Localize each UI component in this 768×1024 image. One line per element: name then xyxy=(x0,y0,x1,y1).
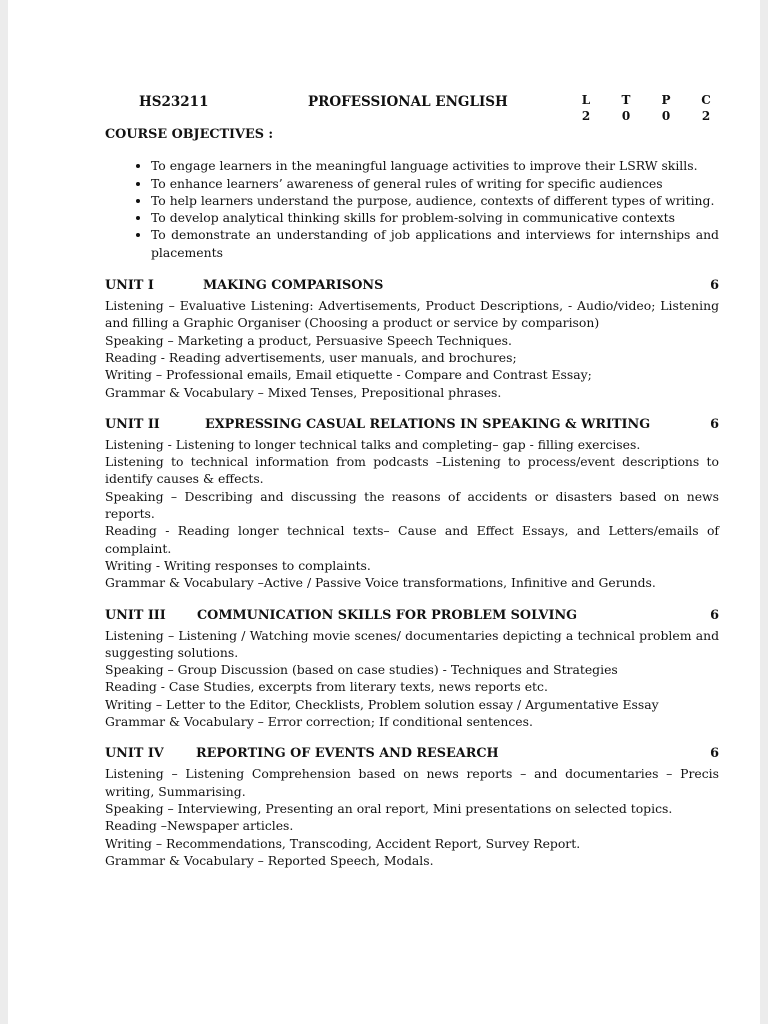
unit-line: Writing – Letter to the Editor, Checklists, Problem solution essay / Argumentative Essay xyxy=(105,696,659,712)
ltpc-value-l: 2 xyxy=(581,109,591,123)
objective-item: • To engage learners in the meaningful language activities to improve their LSRW skills. xyxy=(151,157,719,174)
unit-heading xyxy=(105,607,719,627)
ltpc-label-t: T xyxy=(621,93,631,107)
unit-hours: 6 xyxy=(710,607,719,623)
unit-line: Listening – Listening Comprehension based on news reports – and documentaries – Precis writing, Summarising. xyxy=(105,766,719,799)
unit-number: UNIT I xyxy=(105,278,154,294)
ltpc-value-c: 2 xyxy=(701,109,711,123)
course-header xyxy=(105,94,719,128)
objective-item: • To help learners understand the purpose, audience, contexts of different types of writing. xyxy=(151,192,719,209)
ltpc-value-p: 0 xyxy=(661,109,671,123)
unit-hours: 6 xyxy=(710,746,719,762)
unit-line: Reading - Reading advertisements, user manuals, and brochures; xyxy=(105,349,517,365)
unit-section xyxy=(105,745,719,869)
unit-title: REPORTING OF EVENTS AND RESEARCH xyxy=(196,746,499,762)
objectives-heading: COURSE OBJECTIVES : xyxy=(105,127,274,142)
unit-line: Speaking – Marketing a product, Persuasive Speech Techniques. xyxy=(105,332,512,348)
syllabus-page xyxy=(8,0,760,1024)
unit-title: MAKING COMPARISONS xyxy=(203,278,384,294)
unit-line: Listening – Evaluative Listening: Advertisements, Product Descriptions, - Audio/video; Listening and filling a Graphic Organiser (Choosing a product or service by comparison) xyxy=(105,298,719,331)
unit-line: Reading –Newspaper articles. xyxy=(105,818,294,834)
unit-line: Writing – Recommendations, Transcoding, Accident Report, Survey Report. xyxy=(105,835,581,851)
ltpc-label-c: C xyxy=(701,93,711,107)
unit-number: UNIT IV xyxy=(105,746,164,762)
unit-line: Speaking – Interviewing, Presenting an oral report, Mini presentations on selected topics. xyxy=(105,800,673,816)
unit-line: Reading - Case Studies, excerpts from literary texts, news reports etc. xyxy=(105,679,548,695)
unit-line: Listening to technical information from podcasts –Listening to process/event descriptions to identify causes & effects. xyxy=(105,454,719,487)
unit-line: Writing - Writing responses to complaints. xyxy=(105,557,371,573)
course-code: HS23211 xyxy=(139,94,209,110)
unit-heading xyxy=(105,277,719,297)
unit-line: Grammar & Vocabulary –Active / Passive Voice transformations, Infinitive and Gerunds. xyxy=(105,575,656,591)
unit-line: Listening – Listening / Watching movie scenes/ documentaries depicting a technical problem and suggesting solutions. xyxy=(105,627,719,660)
unit-hours: 6 xyxy=(710,278,719,294)
syllabus-content xyxy=(105,94,719,869)
ltpc-value-t: 0 xyxy=(621,109,631,123)
unit-line: Listening - Listening to longer technical talks and completing– gap - filling exercises. xyxy=(105,436,641,452)
unit-section xyxy=(105,607,719,731)
objective-item: • To enhance learners’ awareness of general rules of writing for specific audiences xyxy=(151,175,719,192)
unit-line: Writing – Professional emails, Email etiquette - Compare and Contrast Essay; xyxy=(105,367,592,383)
unit-line: Speaking – Describing and discussing the reasons of accidents or disasters based on news reports. xyxy=(105,488,719,522)
unit-heading xyxy=(105,745,719,765)
unit-section xyxy=(105,416,719,592)
unit-line: Grammar & Vocabulary – Reported Speech, Modals. xyxy=(105,852,434,868)
objective-item: • To demonstrate an understanding of job applications and interviews for internships and placements xyxy=(151,226,719,261)
objective-item: • To develop analytical thinking skills for problem-solving in communicative contexts xyxy=(151,209,719,226)
unit-heading xyxy=(105,416,719,436)
ltpc-label-l: L xyxy=(581,93,591,107)
ltpc-label-p: P xyxy=(661,93,671,107)
course-title: PROFESSIONAL ENGLISH xyxy=(308,94,508,110)
unit-section xyxy=(105,277,719,401)
unit-number: UNIT II xyxy=(105,416,160,432)
unit-line: Grammar & Vocabulary – Mixed Tenses, Prepositional phrases. xyxy=(105,384,502,400)
unit-line: Grammar & Vocabulary – Error correction; If conditional sentences. xyxy=(105,714,533,730)
unit-hours: 6 xyxy=(710,416,719,432)
unit-title: EXPRESSING CASUAL RELATIONS IN SPEAKING & WRITING xyxy=(205,416,651,432)
unit-number: UNIT III xyxy=(105,607,166,623)
unit-line: Speaking – Group Discussion (based on case studies) - Techniques and Strategies xyxy=(105,662,618,678)
unit-line: Reading - Reading longer technical texts– Cause and Effect Essays, and Letters/emails of complaint. xyxy=(105,523,719,556)
objectives-list xyxy=(105,157,719,261)
unit-title: COMMUNICATION SKILLS FOR PROBLEM SOLVING xyxy=(197,607,578,623)
